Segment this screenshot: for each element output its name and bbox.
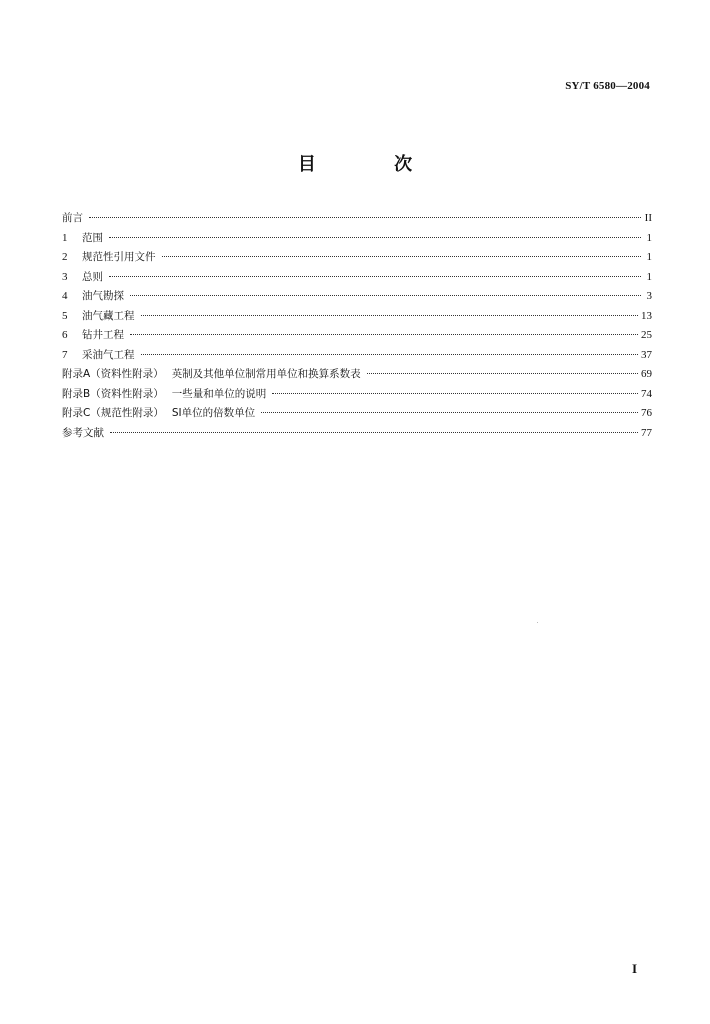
toc-entry-label: 参考文献 bbox=[62, 426, 104, 439]
toc-leader-dots bbox=[162, 256, 642, 257]
toc-entry-number: 6 bbox=[62, 329, 68, 341]
toc-entry-page: 3 bbox=[646, 290, 652, 302]
toc-title: 目 次 bbox=[297, 154, 449, 175]
toc-leader-dots bbox=[272, 393, 638, 394]
toc-leader-dots bbox=[261, 412, 638, 413]
toc-entry-drilling-engineering bbox=[62, 326, 652, 346]
toc-leader-dots bbox=[130, 295, 641, 296]
toc-entry-general bbox=[62, 268, 652, 288]
toc-entry-page: 77 bbox=[641, 426, 652, 439]
toc-entry-annex-c bbox=[62, 404, 652, 424]
toc-entry-label bbox=[62, 365, 361, 385]
toc-entry-annex-b bbox=[62, 385, 652, 405]
toc-entry-number: 2 bbox=[62, 251, 68, 263]
toc-entry-label bbox=[62, 385, 266, 405]
toc-entry-annex-a bbox=[62, 365, 652, 385]
toc-annex-label: 附录A（资料性附录） bbox=[62, 368, 164, 380]
toc-entry-page: 13 bbox=[641, 309, 652, 322]
table-of-contents bbox=[62, 209, 652, 443]
toc-entry-title: 规范性引用文件 bbox=[82, 251, 156, 263]
toc-leader-dots bbox=[109, 276, 641, 277]
toc-entry-label bbox=[62, 404, 255, 424]
toc-entry-page: 76 bbox=[641, 407, 652, 419]
toc-leader-dots bbox=[109, 237, 641, 238]
toc-annex-title: 一些量和单位的说明 bbox=[171, 387, 267, 400]
toc-entry-label bbox=[62, 307, 135, 327]
toc-entry-page: 25 bbox=[641, 329, 652, 341]
toc-leader-dots bbox=[367, 373, 638, 374]
toc-entry-number: 7 bbox=[62, 348, 68, 361]
toc-entry-label bbox=[62, 287, 124, 307]
page-number: I bbox=[631, 961, 637, 976]
toc-entry-bibliography bbox=[62, 424, 652, 444]
toc-entry-page: 74 bbox=[641, 387, 652, 400]
toc-leader-dots bbox=[141, 354, 639, 355]
toc-entry-normative-references bbox=[62, 248, 652, 268]
toc-entry-title: 范围 bbox=[82, 231, 103, 244]
toc-annex-label: 附录C（规范性附录） bbox=[62, 407, 164, 419]
toc-annex-label: 附录B（资料性附录） bbox=[62, 387, 164, 400]
toc-entry-reservoir-engineering bbox=[62, 307, 652, 327]
toc-entry-label bbox=[62, 229, 103, 249]
toc-entry-page: 1 bbox=[646, 251, 652, 263]
toc-entry-foreword bbox=[62, 209, 652, 229]
toc-entry-title: 油气勘探 bbox=[82, 290, 124, 302]
toc-leader-dots bbox=[141, 315, 639, 316]
toc-entry-page: 69 bbox=[641, 368, 652, 380]
toc-entry-title: 油气藏工程 bbox=[82, 309, 135, 322]
toc-entry-page: II bbox=[644, 212, 652, 224]
toc-entry-title: 钻井工程 bbox=[82, 329, 124, 341]
scan-speck bbox=[537, 622, 538, 623]
toc-entry-title: 总则 bbox=[82, 270, 103, 283]
toc-entry-number: 5 bbox=[62, 309, 68, 322]
toc-entry-scope bbox=[62, 229, 652, 249]
toc-entry-title: 采油气工程 bbox=[82, 348, 135, 361]
toc-annex-title: 英制及其他单位制常用单位和换算系数表 bbox=[171, 368, 361, 380]
toc-entry-page: 1 bbox=[646, 270, 652, 283]
document-code: SY/T 6580—2004 bbox=[565, 80, 650, 92]
toc-entry-label bbox=[62, 248, 156, 268]
toc-annex-title: SI单位的倍数单位 bbox=[171, 407, 256, 419]
toc-leader-dots bbox=[130, 334, 638, 335]
toc-entry-label bbox=[62, 268, 103, 288]
toc-entry-page: 1 bbox=[646, 231, 652, 244]
toc-entry-number: 4 bbox=[62, 290, 68, 302]
toc-entry-number: 3 bbox=[62, 270, 68, 283]
toc-entry-number: 1 bbox=[62, 231, 68, 244]
toc-entry-exploration bbox=[62, 287, 652, 307]
toc-leader-dots bbox=[110, 432, 638, 433]
toc-entry-label bbox=[62, 346, 135, 366]
toc-entry-page: 37 bbox=[641, 348, 652, 361]
toc-leader-dots bbox=[89, 217, 641, 218]
toc-entry-production-engineering bbox=[62, 346, 652, 366]
toc-entry-label bbox=[62, 326, 124, 346]
toc-entry-label: 前言 bbox=[62, 212, 83, 224]
